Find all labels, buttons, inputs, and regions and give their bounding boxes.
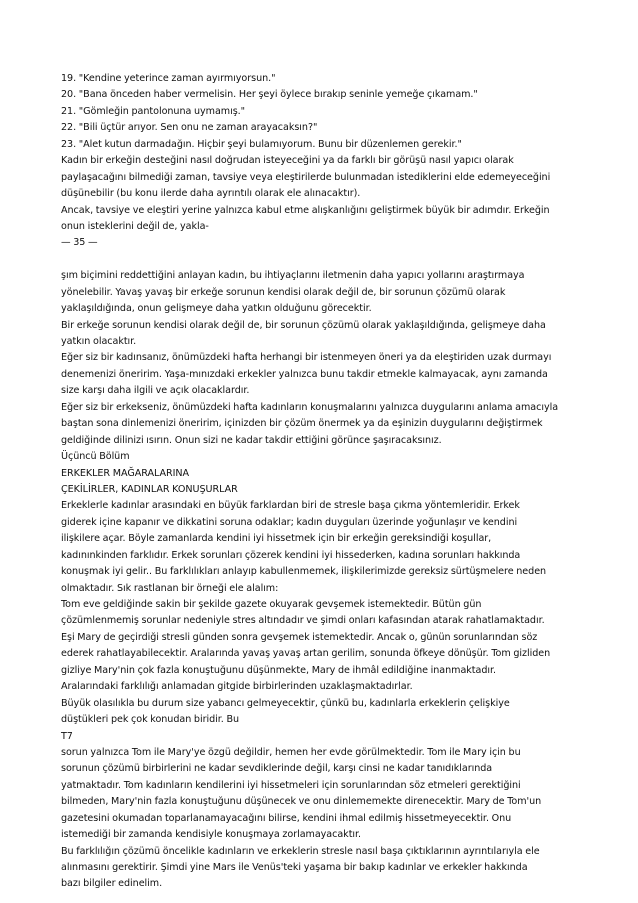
text-line: yatkın olacaktır. <box>61 336 137 347</box>
text-line: yönelebilir. Yavaş yavaş bir erkeğe sorunun kendisi olarak değil de, bir sorunun çözümü olarak <box>61 286 506 298</box>
text-line: Büyük olasılıkla bu durum size yabancı gelmeyecektir, çünkü bu, kadınlarla erkeklerin çelişkiye <box>61 697 510 709</box>
text-line: istemediği bir zamanda kendisiyle konuşmaya zorlamayacaktır. <box>61 829 362 841</box>
text-line: Aralarındaki farklılığı anlamadan gitgide birbirlerinden uzaklaşmaktadırlar. <box>61 681 413 693</box>
text-line: 21. "Gömleğin pantolonuna uymamış." <box>61 105 246 117</box>
text-line: şım biçimini reddettiğini anlayan kadın, bu ihtiyaçlarını iletmenin daha yapıcı yollarını araştırmaya <box>61 270 525 282</box>
page-number-marker: T7 <box>61 730 73 742</box>
chapter-label: Üçüncü Bölüm <box>61 451 130 463</box>
text-line: konuşmak iyi gelir.. Bu farklılıkları anlayıp kabullenmemek, ilişkilerimizde gereksiz sürtüşmelere neden <box>61 566 547 578</box>
text-line: 20. "Bana önceden haber vermelisin. Her şeyi öylece bırakıp seninle yemeğe çıkamam." <box>61 89 478 101</box>
text-line: yatmaktadır. Tom kadınların kendilerini iyi hissetmeleri için sorunlarından söz etmeleri gerektiğini <box>61 779 521 791</box>
text-line: denemenizi öneririm. Yaşa-mınızdaki erkekler yalnızca bunu takdir etmekle kalmayacak, aynı zamanda <box>61 368 548 380</box>
text-line: sorunun çözümü birbirlerini ne kadar sevdiklerinde değil, karşı cinsi ne kadar tanıdıklarında <box>61 763 493 775</box>
text-line: çözümlenmemiş sorunlar nedeniyle stres altındadır ve şimdi onları kafasından atarak rahatlamaktadır. <box>61 615 545 627</box>
text-line: düşünebilir (bu konu ilerde daha ayrıntılı olarak ele alınacaktır). <box>61 188 361 200</box>
text-line: Eğer siz bir kadınsanız, önümüzdeki hafta herhangi bir istenmeyen öneri ya da eleştiriden uzak durmayı <box>61 352 552 364</box>
blank-line <box>61 252 581 268</box>
text-line: Tom eve geldiğinde sakin bir şekilde gazete okuyarak gevşemek istemektedir. Bütün gün <box>61 599 482 610</box>
text-line: Ancak, tavsiye ve eleştiri yerine yalnızca kabul etme alışkanlığını geliştirmek büyük bir adımdır. Erkeğin <box>61 204 550 216</box>
text-line: paylaşacağını bilmediği zaman, tavsiye veya eleştirilerde bulunmadan istediklerini elde edemeyeceğini <box>61 171 551 183</box>
text-line: olmaktadır. Sık rastlanan bir örneği ele alalım: <box>61 582 279 594</box>
text-line: yaklaşıldığında, onun gelişmeye daha yatkın olduğunu görecektir. <box>61 303 372 315</box>
document-page <box>61 71 581 893</box>
text-line: Bir erkeğe sorunun kendisi olarak değil de, bir sorunun çözümü olarak yaklaşıldığında, gelişmeye daha <box>61 319 546 331</box>
text-line: ilişkilere açar. Böyle zamanlarda kendini iyi hissetmek için bir erkeğin gereksindiği koşullar, <box>61 533 492 545</box>
text-line: size karşı daha ilgili ve açık olacaklardır. <box>61 385 250 397</box>
text-line: 19. "Kendine yeterince zaman ayırmıyorsun." <box>61 73 276 84</box>
text-line: bazı bilgiler edinelim. <box>61 878 163 890</box>
page-number-marker: — 35 — <box>61 237 98 249</box>
text-line: sorun yalnızca Tom ile Mary'ye özgü değildir, hemen her evde görülmektedir. Tom ile Mary için bu <box>61 746 521 758</box>
text-line: onun isteklerini değil de, yakla- <box>61 220 209 232</box>
text-line: ederek rahatlayabilecektir. Aralarında yavaş yavaş artan gerilim, sonunda öfkeye dönüşür. Tom gizliden <box>61 648 551 660</box>
text-line: giderek içine kapanır ve dikkatini soruna odaklar; kadın duyguları üzerinde yoğunlaşır ve kendini <box>61 516 518 528</box>
text-line: Eşi Mary de geçirdiği stresli günden sonra gevşemek istemektedir. Ancak o, günün sorunlarından söz <box>61 631 538 643</box>
text-line: baştan sona dinlemenizi öneririm, içinizden bir çözüm önermek ya da eşinizin duygularını değiştirmek <box>61 418 543 430</box>
text-line: gizliye Mary'nin çok fazla konuştuğunu düşünmekte, Mary de ihmâl edildiğine inanmaktadır. <box>61 664 497 676</box>
chapter-title-line: ERKEKLER MAĞARALARINA <box>61 467 190 479</box>
text-line: düştükleri pek çok konudan biridir. Bu <box>61 714 240 726</box>
text-line: gazetesini okumadan toparlanamayacağını bilirse, kendini ihmal edilmiş hissetmeyecektir. Onu <box>61 812 512 824</box>
text-line: Bu farklılığın çözümü öncelikle kadınların ve erkeklerin stresle nasıl başa çıktıklarının ayrıntılarıyla ele <box>61 845 540 857</box>
text-line: kadınınkinden farklıdır. Erkek sorunları çözerek kendini iyi hissederken, kadına sorunları hakkında <box>61 549 521 561</box>
text-line: bilmeden, Mary'nin fazla konuştuğunu düşünecek ve onu dinlememekte direnecektir. Mary de Tom'un <box>61 796 542 808</box>
chapter-title-line: ÇEKİLİRLER, KADINLAR KONUŞURLAR <box>61 483 238 495</box>
text-line: Erkeklerle kadınlar arasındaki en büyük farklardan biri de stresle başa çıkma yöntemleridir. Erkek <box>61 500 520 512</box>
text-line: Eğer siz bir erkekseniz, önümüzdeki hafta kadınların konuşmalarını yalnızca duygularını anlama amacıyla <box>61 401 559 413</box>
text-line: Kadın bir erkeğin desteğini nasıl doğrudan isteyeceğini ya da farklı bir görüşü nasıl yapıcı olarak <box>61 155 514 167</box>
text-line: 22. "Bili üçtür arıyor. Sen onu ne zaman arayacaksın?" <box>61 122 318 134</box>
text-line: alınmasını gerektirir. Şimdi yine Mars ile Venüs'teki yaşama bir bakıp kadınlar ve erkekler hakkında <box>61 862 528 873</box>
text-line: geldiğinde dilinizi ısırın. Onun sizi ne kadar takdir ettiğini görünce şaşıracaksınız. <box>61 434 442 446</box>
text-line: 23. "Alet kutun darmadağın. Hiçbir şeyi bulamıyorum. Bunu bir düzenlemen gerekir." <box>61 138 462 150</box>
